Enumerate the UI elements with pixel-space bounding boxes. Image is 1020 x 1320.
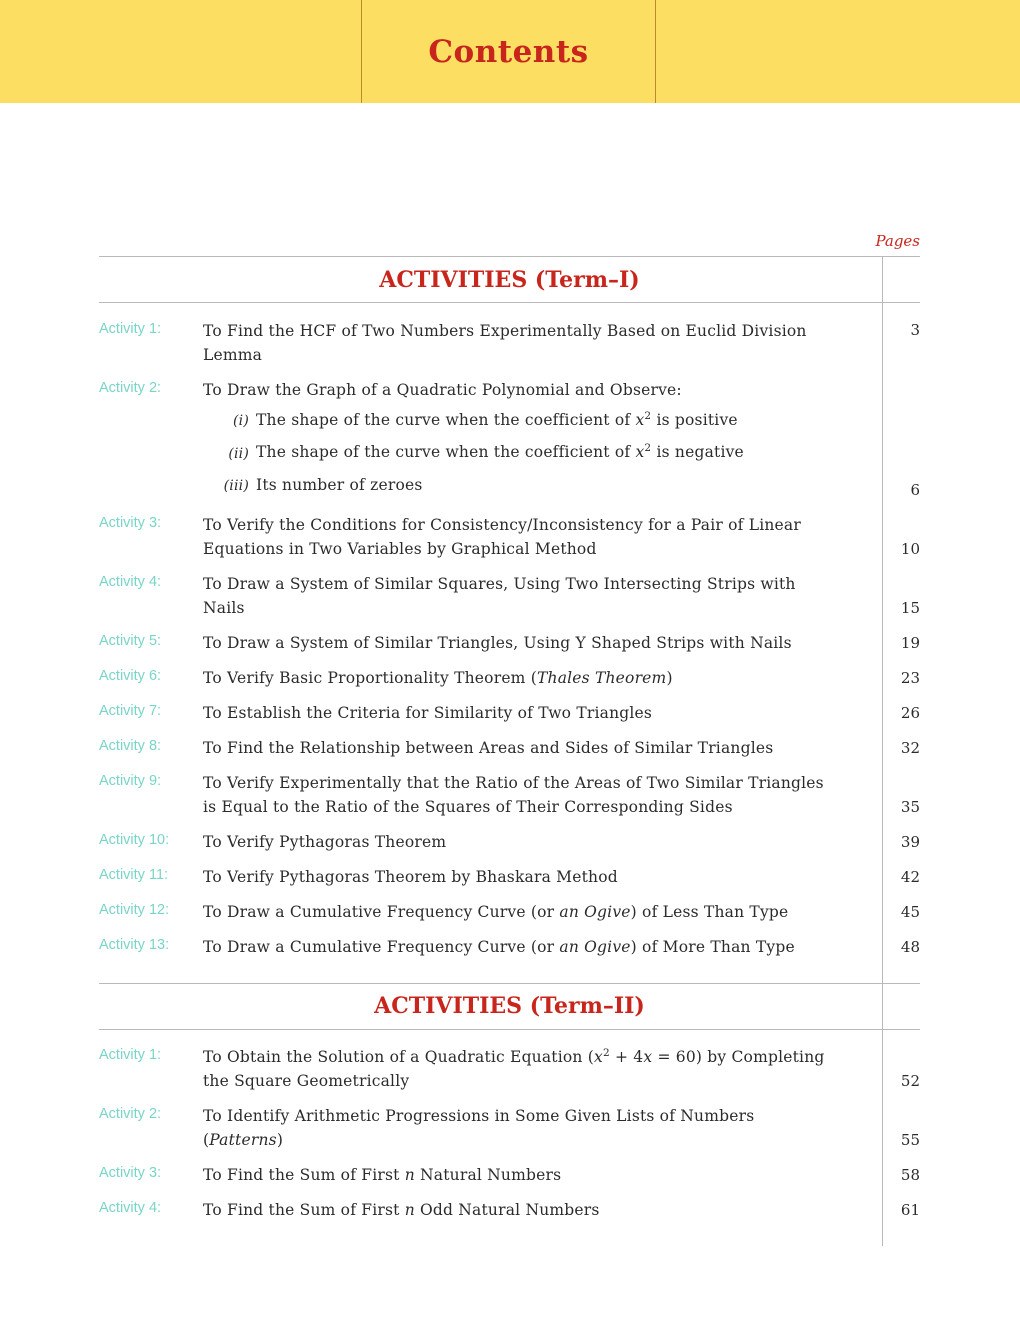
activity-page: 10 xyxy=(900,539,920,558)
activity-label: Activity 4: xyxy=(99,573,162,590)
activity-page: 61 xyxy=(900,1201,920,1220)
list-item[interactable] xyxy=(99,895,920,930)
math-exponent: 2 xyxy=(644,409,652,422)
section-heading-label: ACTIVITIES (Term–I) xyxy=(379,266,640,293)
activity-page: 58 xyxy=(900,1166,920,1185)
activity-label: Activity 10: xyxy=(99,832,170,849)
math-variable: x xyxy=(635,443,645,462)
sub-item-text-post: is positive xyxy=(651,410,738,429)
list-item[interactable] xyxy=(99,1099,920,1158)
activity-page: 55 xyxy=(900,1131,920,1150)
sub-item-text-pre: The shape of the curve when the coefficient of xyxy=(256,443,636,462)
activity-title: To Find the Sum of First n Odd Natural Numbers xyxy=(203,1201,600,1220)
activity-title: To Verify the Conditions for Consistency/Inconsistency for a Pair of Linear Equations in Two Variables by Graphical Method xyxy=(203,515,801,558)
list-item[interactable] xyxy=(99,766,920,825)
activity-label: Activity 7: xyxy=(99,703,162,720)
activity-title: To Establish the Criteria for Similarity of Two Triangles xyxy=(203,704,653,723)
math-variable: x xyxy=(635,410,645,429)
activity-title-emphasis: an Ogive xyxy=(559,938,631,957)
activity-title: To Find the HCF of Two Numbers Experimentally Based on Euclid Division Lemma xyxy=(203,321,807,364)
activity-sub-list xyxy=(203,404,838,502)
activity-title: To Obtain the Solution of a Quadratic Equation $(x^2 + 4x = 60)$ by Completing the Square Geometrically xyxy=(203,1047,825,1091)
header-band xyxy=(0,0,1020,103)
activity-title: To Draw a System of Similar Squares, Using Two Intersecting Strips with Nails xyxy=(203,574,796,617)
activity-label: Activity 3: xyxy=(99,514,162,531)
spacer xyxy=(99,965,920,983)
activity-title: To Draw a System of Similar Triangles, Using Y Shaped Strips with Nails xyxy=(203,633,792,652)
pages-column-header: Pages xyxy=(875,232,920,250)
sub-item-numeral: (i) xyxy=(232,412,249,429)
activity-page: 3 xyxy=(910,320,920,339)
sub-item-numeral: (iii) xyxy=(223,478,249,495)
activity-label: Activity 1: xyxy=(99,320,162,337)
activity-title: To Verify Experimentally that the Ratio of the Areas of Two Similar Triangles is Equal to the Ratio of the Squares of Their Corresponding Sides xyxy=(203,774,824,817)
activity-label: Activity 13: xyxy=(99,937,170,954)
activity-title-emphasis: an Ogive xyxy=(559,903,631,922)
list-item xyxy=(203,469,838,502)
list-item[interactable] xyxy=(99,1193,920,1228)
list-item[interactable] xyxy=(99,313,920,372)
header-divider-right xyxy=(655,0,656,103)
activity-label: Activity 2: xyxy=(99,1106,162,1123)
spacer xyxy=(99,1228,920,1246)
sub-item-text-pre: The shape of the curve when the coefficient of xyxy=(256,410,636,429)
activity-title: To Find the Relationship between Areas and Sides of Similar Triangles xyxy=(203,739,774,758)
list-item[interactable] xyxy=(99,860,920,895)
activity-label: Activity 3: xyxy=(99,1165,162,1182)
activity-label: Activity 12: xyxy=(99,902,170,919)
list-item[interactable] xyxy=(99,1040,920,1099)
list-item xyxy=(203,404,838,437)
activity-page: 32 xyxy=(900,738,920,757)
sub-item-text: Its number of zeroes xyxy=(256,476,423,495)
term-2-rows xyxy=(99,1030,920,1246)
math-exponent: 2 xyxy=(644,442,652,455)
activity-label: Activity 11: xyxy=(99,867,169,884)
activity-label: Activity 5: xyxy=(99,632,162,649)
list-item[interactable] xyxy=(99,731,920,766)
term-1-rows xyxy=(99,303,920,983)
sub-item-text xyxy=(256,440,744,464)
list-item[interactable] xyxy=(99,566,920,625)
activity-title: To Identify Arithmetic Progressions in Some Given Lists of Numbers (Patterns) xyxy=(203,1107,755,1150)
activity-title: To Verify Pythagoras Theorem by Bhaskara Method xyxy=(203,868,618,887)
activity-title-group xyxy=(203,378,860,502)
activity-page: 48 xyxy=(900,937,920,956)
activity-title: To Find the Sum of First n Natural Numbers xyxy=(203,1166,562,1185)
page-title: Contents xyxy=(428,33,589,70)
activity-page: 42 xyxy=(900,867,920,886)
list-item xyxy=(203,436,838,469)
section-heading-term-2 xyxy=(99,984,920,1029)
activity-page: 35 xyxy=(900,797,920,816)
activity-title: To Draw the Graph of a Quadratic Polynomial and Observe: xyxy=(203,380,682,399)
activity-page: 39 xyxy=(900,832,920,851)
activity-label: Activity 8: xyxy=(99,738,162,755)
list-item[interactable] xyxy=(99,1158,920,1193)
sub-item-numeral: (ii) xyxy=(228,445,249,462)
list-item[interactable] xyxy=(99,625,920,660)
activity-page: 45 xyxy=(900,902,920,921)
list-item[interactable] xyxy=(99,661,920,696)
activity-page: 23 xyxy=(900,668,920,687)
activity-page: 6 xyxy=(910,480,920,499)
sub-item-text-post: is negative xyxy=(651,443,744,462)
section-heading-label: ACTIVITIES (Term–II) xyxy=(374,993,645,1020)
activity-title: To Draw a Cumulative Frequency Curve (or an Ogive) of More Than Type xyxy=(203,938,795,957)
list-item[interactable] xyxy=(99,507,920,566)
activity-label: Activity 2: xyxy=(99,379,162,396)
activity-page: 19 xyxy=(900,633,920,652)
activity-title-emphasis: Thales Theorem xyxy=(536,669,667,687)
list-item[interactable] xyxy=(99,825,920,860)
pages-column-divider xyxy=(882,257,883,302)
section-heading-term-1 xyxy=(99,257,920,302)
list-item[interactable] xyxy=(99,930,920,965)
list-item[interactable] xyxy=(99,696,920,731)
activity-title: To Verify Basic Proportionality Theorem (Thales Theorem) xyxy=(203,669,673,687)
activity-title-emphasis: Patterns xyxy=(209,1131,277,1150)
pages-column-divider xyxy=(882,984,883,1029)
activity-title: To Draw a Cumulative Frequency Curve (or an Ogive) of Less Than Type xyxy=(203,903,789,922)
activity-title: To Verify Pythagoras Theorem xyxy=(203,833,447,852)
list-item[interactable] xyxy=(99,372,920,507)
activity-label: Activity 4: xyxy=(99,1200,162,1217)
activity-page: 26 xyxy=(900,703,920,722)
activity-page: 15 xyxy=(900,598,920,617)
activity-page: 52 xyxy=(900,1072,920,1091)
sub-item-text xyxy=(256,408,738,432)
activity-label: Activity 9: xyxy=(99,773,162,790)
activity-label: Activity 1: xyxy=(99,1047,162,1064)
table-of-contents xyxy=(99,256,920,1246)
activity-label: Activity 6: xyxy=(99,668,162,684)
